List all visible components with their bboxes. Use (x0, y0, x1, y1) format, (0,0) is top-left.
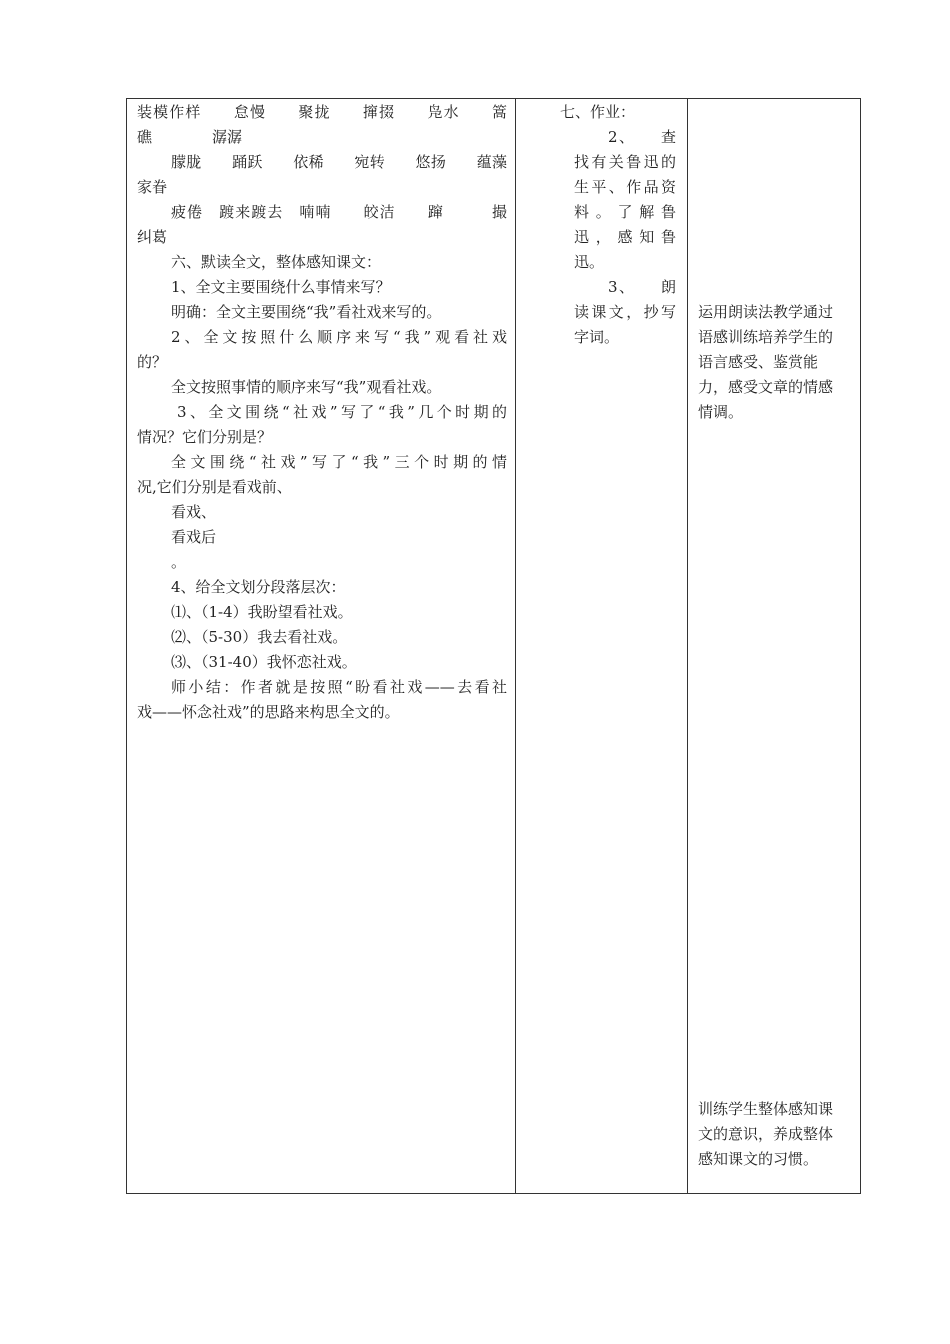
intent-text: 运用朗读法教学通过 (698, 303, 834, 321)
intent-text: 语言感受、鉴赏能 (698, 353, 819, 371)
intent-text: 力，感受文章的情感 (698, 378, 834, 396)
summary-text: 师小结：作者就是按照“盼看社戏——去看社 (171, 678, 507, 696)
section-heading: 七、作业： (560, 103, 636, 121)
section-item: ⑶、（31-40）我怀恋社戏。 (171, 653, 357, 671)
vocab-line: 家眷 (137, 178, 168, 196)
homework-text: 字词。 (574, 328, 620, 346)
vocab-line: 朦胧 踊跃 依稀 宛转 悠扬 蕴藻 (171, 153, 507, 171)
question-text: 4、给全文划分段落层次： (171, 578, 346, 596)
answer-text: 全文围绕“社戏”写了“我”三个时期的情 (171, 453, 507, 471)
vocab-line: 装模作样 怠慢 聚拢 撺掇 凫水 篙 (137, 103, 507, 121)
section-item: ⑵、（5-30）我去看社戏。 (171, 628, 348, 646)
answer-text: 全文按照事情的顺序来写“我”观看社戏。 (171, 378, 442, 396)
lesson-table (126, 98, 861, 1194)
intent-text: 语感训练培养学生的 (698, 328, 834, 346)
homework-cell (516, 99, 688, 1193)
section-item: ⑴、（1-4）我盼望看社戏。 (171, 603, 353, 621)
homework-text: 料。了解鲁 (574, 203, 676, 221)
teaching-content-cell (127, 99, 516, 1193)
answer-text: 看戏、 (171, 503, 217, 521)
homework-text: 2、 查 (608, 128, 676, 146)
intent-text: 文的意识，养成整体 (698, 1125, 834, 1143)
question-text: 2、全文按照什么顺序来写“我”观看社戏 (171, 328, 507, 346)
homework-text: 迅。 (574, 253, 605, 271)
question-text: 的？ (137, 353, 168, 371)
section-heading: 六、默读全文，整体感知课文： (171, 253, 382, 271)
homework-text: 找有关鲁迅的 (574, 153, 676, 171)
question-text: 1、全文主要围绕什么事情来写？ (171, 278, 391, 296)
vocab-line: 疲倦 踱来踱去 喃喃 皎洁 蹿 撮 (171, 203, 507, 221)
intent-text: 训练学生整体感知课 (698, 1100, 834, 1118)
vocab-line: 纠葛 (137, 228, 168, 246)
design-intent-cell (688, 99, 860, 1193)
answer-text: 。 (171, 553, 187, 571)
homework-text: 3、 朗 (608, 278, 676, 296)
homework-text: 迅，感知鲁 (574, 228, 676, 246)
intent-text: 感知课文的习惯。 (698, 1150, 819, 1168)
vocab-line: 礁 潺潺 (137, 128, 243, 146)
question-text: 3、全文围绕“社戏”写了“我”几个时期的 (177, 403, 507, 421)
homework-text: 读课文，抄写 (574, 303, 676, 321)
homework-text: 生平、作品资 (574, 178, 676, 196)
intent-text: 情调。 (698, 403, 744, 421)
summary-text: 戏——怀念社戏”的思路来构思全文的。 (137, 703, 400, 721)
answer-text: 明确：全文主要围绕“我”看社戏来写的。 (171, 303, 442, 321)
question-text: 情况？它们分别是？ (137, 428, 273, 446)
answer-text: 看戏后 (171, 528, 217, 546)
answer-text: 况,它们分别是看戏前、 (137, 478, 292, 496)
